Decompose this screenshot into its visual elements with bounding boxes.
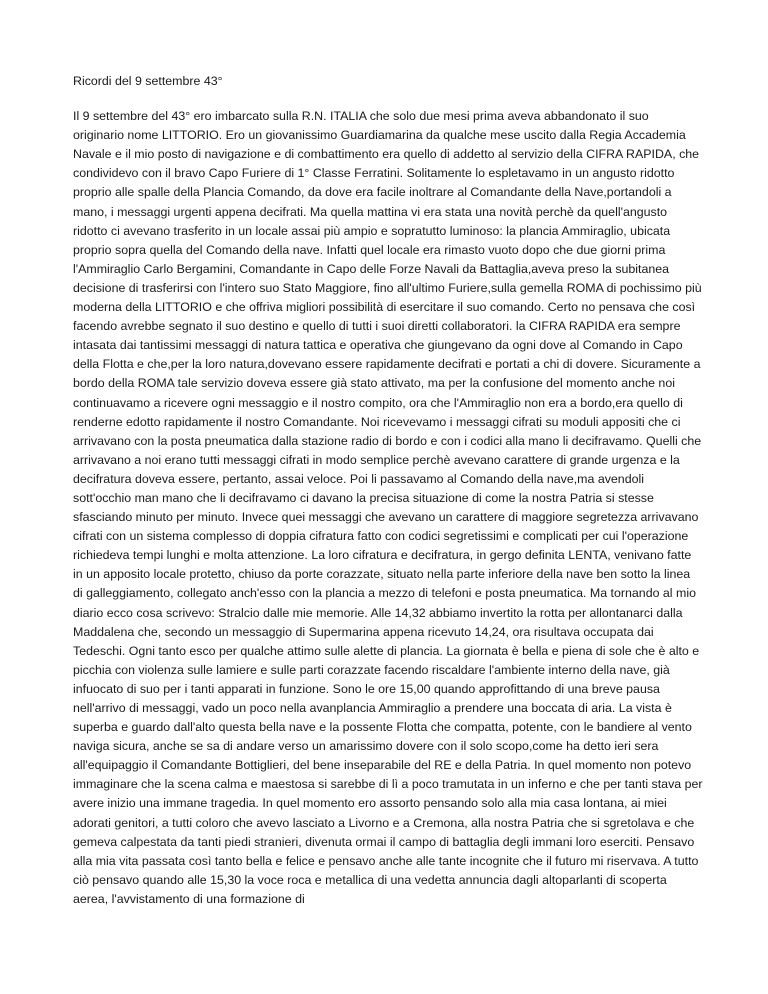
document-content [73, 72, 703, 909]
document-title: Ricordi del 9 settembre 43° [73, 74, 223, 88]
document-body: Il 9 settembre del 43° ero imbarcato sulla R.N. ITALIA che solo due mesi prima aveva abbandonato il suo originario nome LITTORIO. Ero un giovanissimo Guardiamarina da qualche mese uscito dalla Regia Accademia Navale e il mio posto di navigazione e di combattimento era quello di addetto al servizio della CIFRA RAPIDA, che condividevo con il bravo Capo Furiere di 1° Classe Ferratini. Solitamente lo espletavamo in un angusto ridotto proprio alle spalle della Plancia Comando, da dove era facile inoltrare al Comandante della Nave,portandoli a mano, i messaggi urgenti appena decifrati. Ma quella mattina vi era stata una novità perchè da quell'angusto ridotto ci avevano trasferito in un locale assai più ampio e sopratutto luminoso: la plancia Ammiraglio, ubicata proprio sopra quella del Comando della nave. Infatti quel locale era rimasto vuoto dopo che due giorni prima l'Ammiraglio Carlo Bergamini, Comandante in Capo delle Forze Navali da Battaglia,aveva preso la subitanea decisione di trasferirsi con l'intero suo Stato Maggiore, fino all'ultimo Furiere,sulla gemella ROMA di pochissimo più moderna della LITTORIO e che offriva migliori possibilità di esercitare il suo comando. Certo no pensava che così facendo avrebbe segnato il suo destino e quello di tutti i suoi diretti collaboratori. la CIFRA RAPIDA era sempre intasata dai tantissimi messaggi di natura tattica e operativa che giungevano da ogni dove al Comando in Capo della Flotta e che,per la loro natura,dovevano essere rapidamente decifrati e portati a chi di dovere. Sicuramente a bordo della ROMA tale servizio doveva essere già stato attivato, ma per la confusione del momento anche noi continuavamo a ricevere ogni messaggio e il nostro compito, ora che l'Ammiraglio non era a bordo,era quello di renderne edotto rapidamente il nostro Comandante. Noi ricevevamo i messaggi cifrati su moduli appositi che ci arrivavano con la posta pneumatica dalla stazione radio di bordo e con i codici alla mano li decifravamo. Quelli che arrivavano a noi erano tutti messaggi cifrati in modo semplice perchè avevano carattere di grande urgenza e la decifratura doveva essere, pertanto, assai veloce. Poi li passavamo al Comando della nave,ma avendoli sott'occhio man mano che li decifravamo ci davano la precisa situazione di come la nostra Patria si stesse sfasciando minuto per minuto. Invece quei messaggi che avevano un carattere di maggiore segretezza arrivavano cifrati con un sistema complesso di doppia cifratura fatto con codici segretissimi e complicati per cui l'operazione richiedeva tempi lunghi e molta attenzione. La loro cifratura e decifratura, in gergo definita LENTA, venivano fatte in un apposito locale protetto, chiuso da porte corazzate, situato nella parte inferiore della nave ben sotto la linea di galleggiamento, collegato anch'esso con la plancia a mezzo di telefoni e posta pneumatica. Ma tornando al mio diario ecco cosa scrivevo: Stralcio dalle mie memorie. Alle 14,32 abbiamo invertito la rotta per allontanarci dalla Maddalena che, secondo un messaggio di Supermarina appena ricevuto 14,24, ora risultava occupata dai Tedeschi. Ogni tanto esco per qualche attimo sulle alette di plancia. La giornata è bella e piena di sole che è alto e picchia con violenza sulle lamiere e sulle parti corazzate facendo riscaldare l'ambiente interno della nave, già infuocato di suo per i tanti apparati in funzione. Sono le ore 15,00 quando approfittando di una breve pausa nell'arrivo di messaggi, vado un poco nella avanplancia Ammiraglio a prendere una boccata di aria. La vista è superba e guardo dall'alto questa bella nave e la possente Flotta che compatta, potente, con le bandiere al vento naviga sicura, anche se sa di andare verso un amarissimo dovere con il solo scopo,come ha detto ieri sera all'equipaggio il Comandante Bottiglieri, del bene inseparabile del RE e della Patria. In quel momento non potevo immaginare che la scena calma e maestosa si sarebbe di lì a poco tramutata in un inferno e che per tanti stava per avere inizio una immane tragedia. In quel momento ero assorto pensando solo alla mia casa lontana, ai miei adorati genitori, a tutti coloro che avevo lasciato a Livorno e a Cremona, alla nostra Patria che si sgretolava e che gemeva calpestata da tanti piedi stranieri, divenuta ormai il campo di battaglia degli immani loro eserciti. Pensavo alla mia vita passata così tanto bella e felice e pensavo anche alle tante incognite che il futuro mi riservava. A tutto ciò pensavo quando alle 15,30 la voce roca e metallica di una vedetta annuncia dagli altoparlanti di scoperta aerea, l'avvistamento di una formazione di [73, 109, 703, 906]
